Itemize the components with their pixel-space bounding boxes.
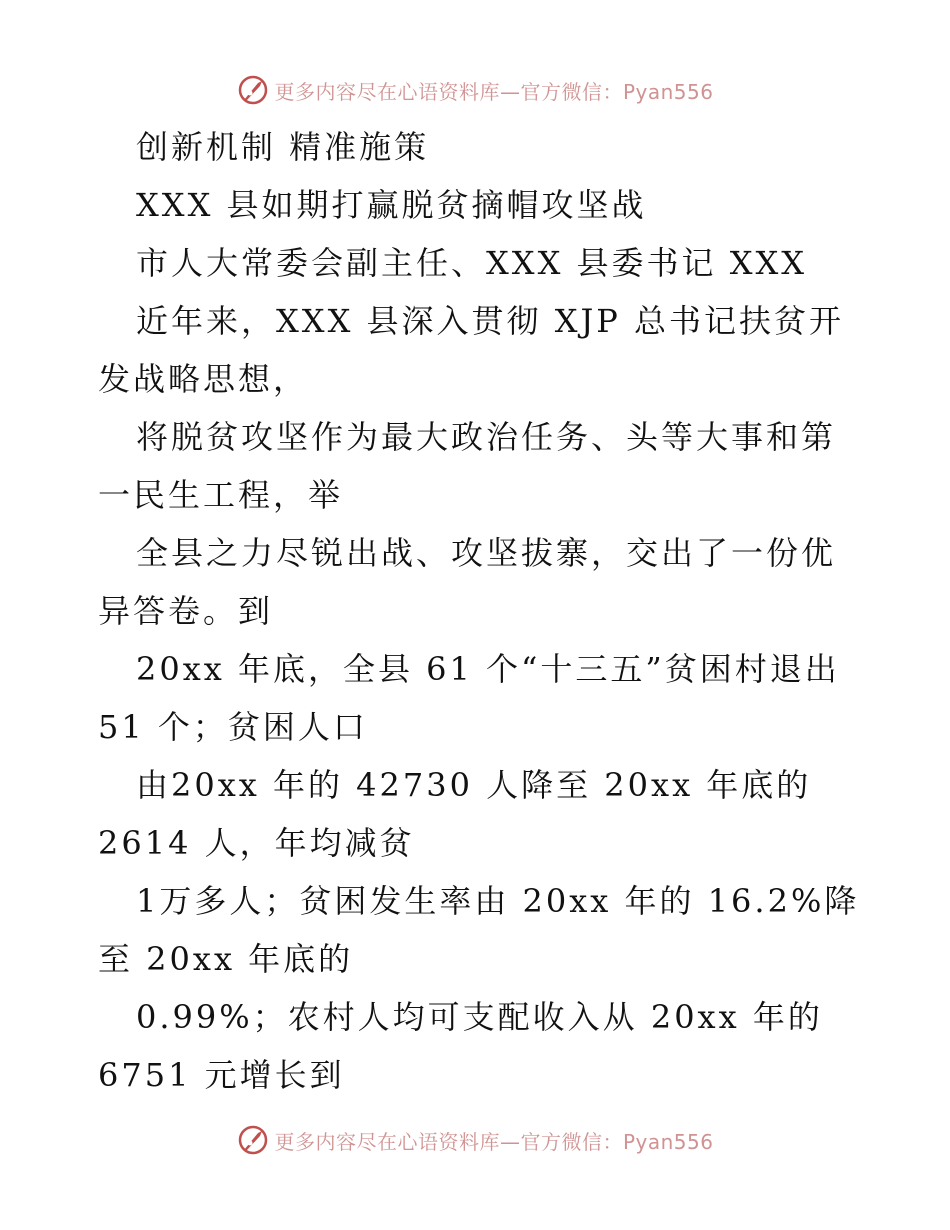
body-paragraph: 20xx 年底，全县 61 个“十三五”贫困村退出 51 个；贫困人口 bbox=[98, 650, 853, 746]
quill-pen-circle-icon bbox=[236, 1123, 270, 1157]
header-watermark bbox=[0, 70, 950, 110]
body-paragraph: 1万多人；贫困发生率由 20xx 年的 16.2%降至 20xx 年底的 bbox=[98, 882, 860, 978]
quill-pen-circle-icon bbox=[236, 73, 270, 107]
body-paragraph: 全县之力尽锐出战、攻坚拔寨，交出了一份优异答卷。到 bbox=[98, 534, 837, 630]
document-body bbox=[98, 118, 868, 1104]
body-paragraph: 将脱贫攻坚作为最大政治任务、头等大事和第一民生工程，举 bbox=[98, 418, 837, 514]
body-paragraph: 近年来，XXX 县深入贯彻 XJP 总书记扶贫开发战略思想， bbox=[98, 302, 845, 398]
subtitle-line: XXX 县如期打赢脱贫摘帽攻坚战 bbox=[136, 186, 647, 224]
body-paragraph: 由20xx 年的 42730 人降至 20xx 年底的 2614 人，年均减贫 bbox=[98, 766, 825, 862]
watermark-text: 更多内容尽在心语资料库—官方微信：Pyan556 bbox=[274, 79, 714, 104]
title-line: 创新机制 精准施策 bbox=[136, 128, 430, 166]
author-line: 市人大常委会副主任、XXX 县委书记 XXX bbox=[136, 244, 808, 282]
watermark-text: 更多内容尽在心语资料库—官方微信：Pyan556 bbox=[274, 1129, 714, 1154]
footer-watermark bbox=[0, 1120, 950, 1160]
body-paragraph: 0.99%；农村人均可支配收入从 20xx 年的 6751 元增长到 bbox=[98, 998, 836, 1094]
